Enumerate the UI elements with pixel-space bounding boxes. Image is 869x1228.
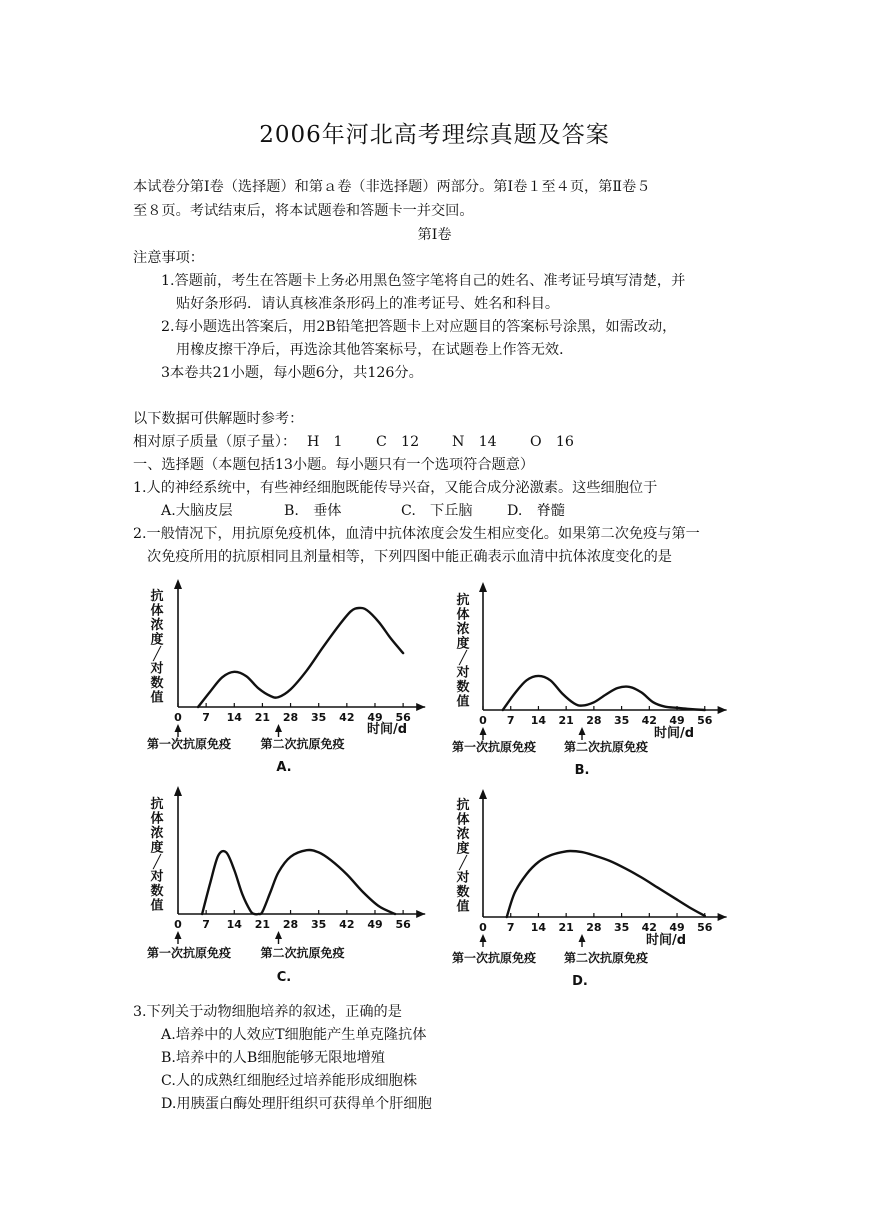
notice-line-4: 用橡皮擦干净后，再选涂其他答案标号，在试题卷上作答无效．	[176, 342, 574, 358]
chart-c-ylabel-char-7: 值	[150, 898, 164, 914]
chart-a-ylabel-char-4: ╱	[153, 647, 161, 662]
chart-a-tick-label-42: 42	[339, 711, 355, 724]
chart-d-first-immunization-label: 第一次抗原免疫	[452, 951, 537, 965]
notice-line-1: 1.答题前，考生在答题卡上务必用黑色签字笔将自己的姓名、准考证号填写清楚，并	[161, 273, 686, 289]
q3-option-d: D.用胰蛋白酶处理肝组织可获得单个肝细胞	[161, 1096, 432, 1112]
chart-b-immunization-arrowhead-1	[480, 727, 487, 735]
chart-b-y-axis-arrowhead	[479, 582, 487, 592]
chart-a-ylabel-char-0: 抗	[150, 589, 164, 604]
chart-d-tick-label-7: 7	[506, 921, 515, 934]
q1-option-c: C. 下丘脑	[401, 503, 473, 519]
chart-d-tick-label-28: 28	[586, 921, 602, 934]
atomic-mass-c: C 12	[376, 434, 420, 450]
chart-b-ylabel-char-0: 抗	[456, 593, 470, 608]
chart-d-tick-label-21: 21	[558, 921, 574, 934]
chart-b-tick-label-42: 42	[641, 714, 657, 727]
chart-a-tick-label-49: 49	[367, 711, 383, 724]
chart-b-tick-label-49: 49	[669, 714, 685, 727]
chart-b-antibody-curve	[503, 676, 705, 710]
chart-c-y-axis-arrowhead	[174, 786, 182, 796]
chart-a-xlabel: 时间/d	[367, 722, 408, 737]
chart-d-tick-label-42: 42	[641, 921, 657, 934]
chart-b-ylabel-char-3: 度	[456, 636, 470, 652]
chart-d-ylabel-char-2: 浓	[456, 827, 470, 842]
chart-b-ylabel-char-4: ╱	[459, 651, 467, 666]
chart-c-x-axis-arrowhead	[416, 910, 425, 918]
atomic-mass-label: 相对原子质量（原子量）：	[133, 434, 297, 450]
chart-c-ylabel-char-5: 对	[150, 869, 164, 885]
chart-c-immunization-arrowhead-1	[175, 931, 182, 939]
chart-b-immunization-arrowhead-2	[579, 727, 586, 735]
chart-d-xlabel: 时间/d	[646, 933, 687, 948]
chart-a-immunization-arrowhead-1	[175, 724, 182, 732]
chart-c-second-immunization-label: 第二次抗原免疫	[260, 946, 345, 960]
atomic-mass-h: H 1	[307, 434, 343, 450]
chart-a-ylabel-char-2: 浓	[150, 618, 164, 633]
chart-d-ylabel-char-1: 体	[456, 812, 470, 828]
notice-line-3: 2.每小题选出答案后，用2B铅笔把答题卡上对应题目的答案标号涂黑，如需改动，	[161, 319, 677, 335]
chart-d-y-axis-arrowhead	[479, 789, 487, 799]
part-one-heading: 一、选择题（本题包括13小题。每小题只有一个选项符合题意）	[133, 457, 535, 473]
q3-option-a: A.培养中的人效应T细胞能产生单克隆抗体	[161, 1027, 427, 1043]
chart-a-tick-label-28: 28	[282, 711, 299, 724]
q3-option-c: C.人的成熟红细胞经过培养能形成细胞株	[161, 1073, 418, 1089]
section-title: 第Ⅰ卷	[417, 227, 452, 243]
chart-c-tick-label-49: 49	[367, 918, 383, 931]
chart-b-tick-label-56: 56	[697, 714, 713, 727]
q1-option-b: B. 垂体	[284, 503, 342, 519]
chart-a-tick-label-14: 14	[226, 711, 242, 724]
q2-stem-line-1: 2.一般情况下，用抗原免疫机体，血清中抗体浓度会发生相应变化。如果第二次免疫与第一	[133, 526, 700, 542]
chart-a-ylabel-char-5: 对	[150, 661, 164, 677]
chart-c-antibody-curve	[202, 850, 395, 914]
chart-c-ylabel-char-0: 抗	[150, 797, 164, 812]
chart-c-tick-label-21: 21	[254, 918, 271, 931]
intro-line-1: 本试卷分第Ⅰ卷（选择题）和第ａ卷（非选择题）两部分。第Ⅰ卷１至４页，第Ⅱ卷５	[133, 179, 651, 195]
chart-b-caption: B.	[574, 763, 590, 778]
chart-b-tick-label-7: 7	[506, 714, 515, 727]
chart-d-tick-label-35: 35	[613, 921, 630, 934]
chart-a-ylabel-char-1: 体	[150, 603, 164, 619]
chart-d-ylabel-char-4: ╱	[459, 856, 467, 871]
chart-c-ylabel-char-1: 体	[150, 811, 164, 827]
chart-a-tick-label-21: 21	[254, 711, 271, 724]
chart-c-immunization-arrowhead-2	[275, 931, 282, 939]
chart-c-ylabel-char-3: 度	[150, 840, 164, 856]
chart-a-tick-label-56: 56	[395, 711, 411, 724]
chart-b-second-immunization-label: 第二次抗原免疫	[564, 740, 649, 754]
notice-line-2: 贴好条形码．请认真核准条形码上的准考证号、姓名和科目。	[176, 296, 560, 312]
chart-d-ylabel-char-7: 值	[456, 899, 470, 915]
chart-c-tick-label-42: 42	[339, 918, 355, 931]
chart-c-tick-label-28: 28	[282, 918, 299, 931]
q3-option-b: B.培养中的人B细胞能够无限地增殖	[161, 1050, 385, 1066]
chart-a-immunization-arrowhead-2	[275, 724, 282, 732]
atomic-mass-o: O 16	[530, 434, 574, 450]
notice-line-5: 3本卷共21小题，每小题6分，共126分。	[161, 365, 423, 381]
chart-a-ylabel-char-3: 度	[150, 632, 164, 648]
chart-d-immunization-arrowhead-2	[579, 934, 586, 942]
chart-d-ylabel-char-6: 数	[456, 885, 470, 900]
chart-b-first-immunization-label: 第一次抗原免疫	[452, 740, 537, 754]
chart-b-tick-label-35: 35	[613, 714, 630, 727]
reference-heading: 以下数据可供解题时参考：	[133, 411, 304, 427]
chart-c-tick-label-0: 0	[174, 918, 182, 931]
chart-c-ylabel-char-6: 数	[150, 884, 164, 899]
chart-d-ylabel-char-5: 对	[456, 870, 470, 886]
chart-d-ylabel-char-3: 度	[456, 841, 470, 857]
chart-d-second-immunization-label: 第二次抗原免疫	[564, 951, 649, 965]
q1-option-d: D. 脊髓	[507, 503, 565, 519]
atomic-mass-n: N 14	[452, 434, 497, 450]
chart-b-ylabel-char-7: 值	[456, 694, 470, 710]
chart-a-ylabel-char-6: 数	[150, 676, 164, 691]
chart-b-ylabel-char-1: 体	[456, 607, 470, 623]
chart-a-second-immunization-label: 第二次抗原免疫	[260, 737, 345, 751]
chart-b-ylabel-char-2: 浓	[456, 622, 470, 637]
chart-c-first-immunization-label: 第一次抗原免疫	[147, 946, 232, 960]
chart-a-caption: A.	[276, 760, 292, 775]
chart-b-tick-label-28: 28	[586, 714, 602, 727]
chart-b-tick-label-0: 0	[479, 714, 487, 727]
chart-b-xlabel: 时间/d	[654, 726, 695, 741]
chart-d-immunization-arrowhead-1	[480, 934, 487, 942]
chart-d-tick-label-49: 49	[669, 921, 685, 934]
chart-d-tick-label-0: 0	[479, 921, 487, 934]
chart-a-y-axis-arrowhead	[174, 579, 182, 589]
chart-b-tick-label-14: 14	[530, 714, 547, 727]
chart-a-ylabel-char-7: 值	[150, 690, 164, 706]
notice-heading: 注意事项：	[133, 250, 204, 266]
chart-b-ylabel-char-5: 对	[456, 665, 470, 681]
chart-d-x-axis-arrowhead	[718, 913, 727, 921]
chart-b-x-axis-arrowhead	[718, 706, 727, 714]
chart-d-tick-label-56: 56	[697, 921, 713, 934]
chart-d-antibody-curve	[507, 851, 705, 917]
chart-c-ylabel-char-2: 浓	[150, 826, 164, 841]
chart-c-tick-label-35: 35	[311, 918, 327, 931]
chart-c-tick-label-56: 56	[395, 918, 411, 931]
chart-c-caption: C.	[276, 970, 292, 985]
chart-b-ylabel-char-6: 数	[456, 680, 470, 695]
chart-b-tick-label-21: 21	[558, 714, 574, 727]
page-title: 2006年河北高考理综真题及答案	[259, 122, 610, 148]
chart-a-first-immunization-label: 第一次抗原免疫	[147, 737, 232, 751]
chart-a-x-axis-arrowhead	[416, 703, 425, 711]
chart-a-tick-label-7: 7	[202, 711, 210, 724]
chart-c-tick-label-7: 7	[202, 918, 210, 931]
chart-c-ylabel-char-4: ╱	[153, 855, 161, 870]
chart-a-antibody-curve	[198, 608, 403, 707]
q2-stem-line-2: 次免疫所用的抗原相同且剂量相等，下列四图中能正确表示血清中抗体浓度变化的是	[147, 549, 672, 565]
q3-stem: 3.下列关于动物细胞培养的叙述，正确的是	[133, 1004, 402, 1020]
q1-stem: 1.人的神经系统中，有些神经细胞既能传导兴奋，又能合成分泌激素。这些细胞位于	[133, 480, 658, 496]
chart-a-tick-label-0: 0	[174, 711, 182, 724]
chart-c-tick-label-14: 14	[226, 918, 242, 931]
chart-d-tick-label-14: 14	[530, 921, 547, 934]
chart-a-tick-label-35: 35	[311, 711, 327, 724]
intro-line-2: 至８页。考试结束后，将本试题卷和答题卡一并交回。	[133, 203, 474, 219]
q1-option-a: A.大脑皮层	[161, 503, 233, 519]
chart-d-ylabel-char-0: 抗	[456, 798, 470, 813]
chart-d-caption: D.	[572, 974, 588, 989]
